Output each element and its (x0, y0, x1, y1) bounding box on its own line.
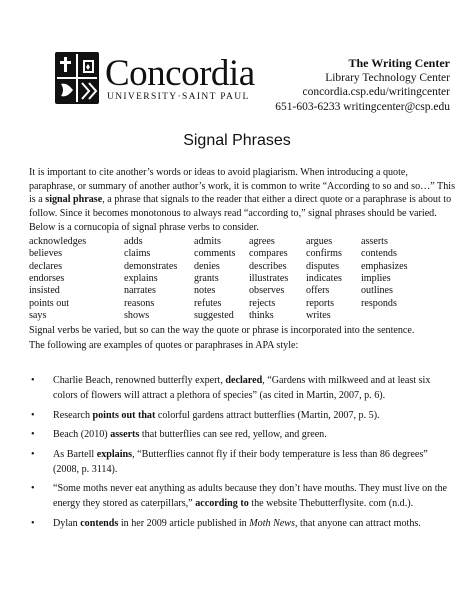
example-text: Beach (2010) (53, 429, 111, 440)
list-item (29, 427, 455, 442)
signal-verb-item: reports (306, 297, 335, 309)
example-text: colorful gardens attract butterflies (Martin, 2007, p. 5). (155, 409, 380, 421)
signal-verb-item: points out (29, 297, 70, 309)
example-text: , that anyone can attract moths. (294, 517, 421, 529)
signal-verb-item: shows (124, 309, 150, 321)
list-item (29, 447, 455, 477)
list-item (29, 408, 455, 423)
signal-verb-item: reasons (124, 297, 155, 309)
example-text: Research (53, 409, 93, 421)
signal-verb-item: narrates (124, 285, 156, 297)
signal-verb: asserts (110, 429, 140, 440)
signal-verb-item: says (29, 309, 47, 321)
signal-verb-item: confirms (306, 248, 342, 260)
intro-bold-term: signal phrase (45, 194, 103, 206)
signal-verb-item: comments (194, 248, 236, 260)
signal-verb: contends (80, 517, 119, 529)
intro-text-a: It is important to cite another’s words or ideas to avoid plagiarism. When introducing a quote, paraphrase, or summary of another author’s work, it is common to write “According to so and so…” This is a (29, 167, 455, 206)
signal-verb-item: implies (361, 272, 391, 284)
signal-verb-item: thinks (249, 309, 274, 321)
signal-verb-item: explains (124, 272, 158, 284)
concordia-seal-icon (55, 52, 99, 104)
intro-paragraph (29, 166, 455, 235)
signal-verb-item: contends (361, 248, 397, 260)
list-item (29, 481, 455, 511)
signal-verb-item: declares (29, 260, 63, 272)
phone-email: 651-603-6233 writingcenter@csp.edu (275, 100, 450, 113)
example-text: “Some moths never eat anything as adults because they don’t have mouths. They must live on the energy they stored as caterpillars,” (53, 483, 448, 509)
contact-block (275, 56, 450, 114)
department: Library Technology Center (325, 71, 450, 84)
signal-verb-item: responds (361, 297, 397, 309)
example-text: As Bartell (53, 448, 97, 460)
signal-verb-item: agrees (249, 236, 275, 247)
signal-verb-item: insisted (29, 285, 60, 297)
signal-verb-item: argues (306, 236, 333, 247)
example-text: in her 2009 article published in (118, 517, 250, 529)
concordia-logo (55, 52, 270, 104)
signal-verb-item: describes (249, 260, 287, 272)
signal-verb-item: notes (194, 285, 216, 297)
example-text: that butterflies can see red, yellow, and green. (139, 429, 327, 440)
intro-text-c: , a phrase that signals to the reader that either a direct quote or a paraphrase is about to follow. Since it becomes monotonous to always read “according to,” signal phrases should be varied. Below is a cornucopia of signal phrase verbs to consider. (29, 194, 452, 233)
signal-verb-item: endorses (29, 272, 65, 284)
signal-verb-item: offers (306, 285, 330, 297)
signal-verb: points out that (92, 409, 156, 421)
signal-verb-item: believes (29, 248, 63, 260)
list-item (29, 516, 455, 531)
website-link[interactable]: concordia.csp.edu/writingcenter (302, 86, 450, 98)
org-name: The Writing Center (348, 56, 450, 70)
signal-verb-item: denies (194, 260, 220, 272)
signal-verb: explains (96, 448, 133, 460)
signal-verb-item: emphasizes (361, 260, 408, 272)
signal-verb-item: acknowledges (29, 236, 87, 247)
examples-intro (29, 323, 455, 353)
signal-verb-item: indicates (306, 272, 342, 284)
signal-verb: declared (225, 375, 263, 386)
signal-verb-item: admits (194, 236, 221, 247)
signal-verb-item: outlines (361, 285, 393, 297)
signal-verb-item: claims (124, 248, 151, 260)
signal-verb-item: asserts (361, 236, 388, 247)
example-text: , “Gardens with milkweed and at least six colors of flowers will attract a plethora of species” (as cited in Martin, 2007, p. 6). (53, 375, 431, 401)
example-text: Dylan (53, 517, 81, 529)
signal-verb-item: adds (124, 236, 143, 247)
signal-verb-item: demonstrates (124, 260, 178, 272)
examples-intro-line2: The following are examples of quotes or paraphrases in APA style: (29, 340, 299, 351)
signal-verb-item: observes (249, 285, 285, 297)
signal-verb-item: suggested (194, 309, 234, 321)
logo-subtitle: UNIVERSITY·SAINT PAUL (107, 92, 250, 102)
list-item (29, 373, 455, 403)
example-text: Charlie Beach, renowned butterfly expert, (53, 375, 226, 386)
signal-verb: according to (195, 498, 249, 509)
signal-verb-item: compares (249, 248, 288, 260)
signal-verb-item: rejects (249, 297, 276, 309)
page-title: Signal Phrases (183, 132, 291, 149)
signal-verb-item: refutes (194, 297, 222, 309)
example-text: the website Thebutterflysite. com (n.d.). (248, 498, 414, 509)
signal-verb-item: grants (194, 272, 219, 284)
examples-intro-line1: Signal verbs be varied, but so can the way the quote or phrase is incorporated into the sentence. (29, 325, 415, 336)
signal-verb-item: illustrates (249, 272, 289, 284)
example-list (29, 373, 455, 535)
example-text: , “Butterflies cannot fly if their body temperature is less than 86 degrees” (2008, p. 3114). (53, 448, 428, 475)
signal-verb-item: writes (306, 309, 331, 321)
signal-verb-item: disputes (306, 260, 340, 272)
logo-wordmark: Concordia (105, 53, 255, 94)
publication-title: Moth News (249, 517, 295, 529)
